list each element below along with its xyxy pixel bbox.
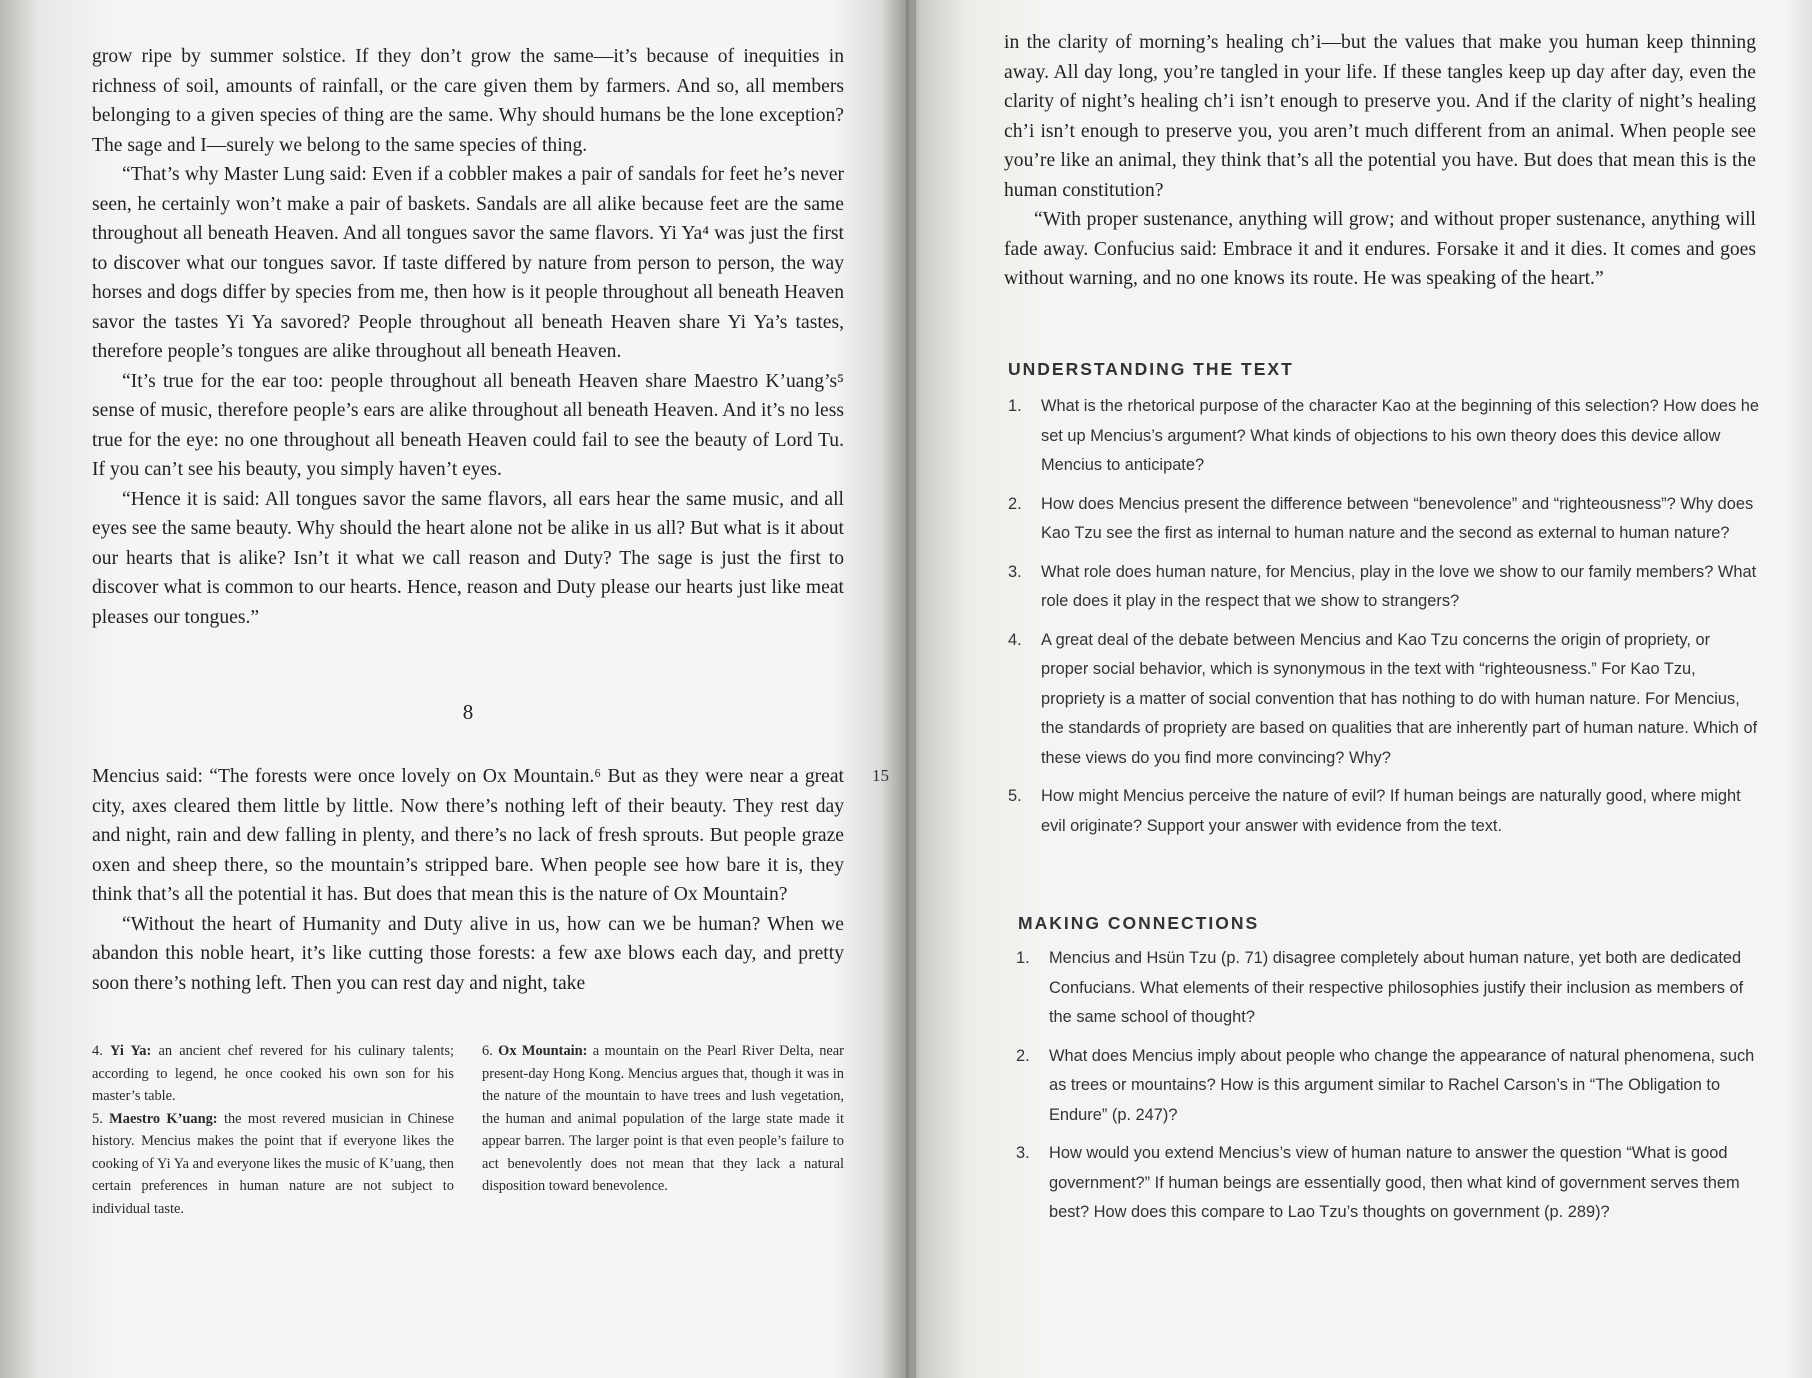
footnote-text: an ancient chef revered for his culinary talents; according to legend, he once cooked his own son for his master’s table.: [92, 1043, 454, 1104]
paragraph: grow ripe by summer solstice. If they don’t grow the same—it’s because of inequities in richness of soil, amounts of rainfall, or the care given them by farmers. And so, all members belonging to a given species of thing are the same. Why should humans be the lone exception? The sage and I—surely we belong to the same species of thing.: [92, 46, 844, 156]
paragraph: “With proper sustenance, anything will grow; and without proper sustenance, anything will fade away. Confucius said: Embrace it and it endures. Forsake it and it dies. It comes and goes without warning, and no one knows its route. He was speaking of the heart.”: [1004, 209, 1756, 289]
understanding-questions: [1008, 392, 1762, 850]
question-text: A great deal of the debate between Mencius and Kao Tzu concerns the origin of propriety, or proper social behavior, which is synonymous in the text with “righteousness.” For Kao Tzu, propriety is a matter of social convention that has nothing to do with human nature. For Mencius, the standards of propriety are based on qualities that are inherently part of human nature. Which of these views do you find more convincing? Why?: [1041, 630, 1758, 767]
question-text: What is the rhetorical purpose of the character Kao at the beginning of this selection? How does he set up Mencius’s argument? What kinds of objections to his own theory does this device allow Mencius to anticipate?: [1041, 397, 1759, 474]
question-text: How would you extend Mencius’s view of human nature to answer the question “What is good government?” If human beings are essentially good, then what kind of government serves them best? How does this compare to Lao Tzu’s thoughts on government (p. 289)?: [1049, 1144, 1740, 1221]
connections-heading: MAKING CONNECTIONS: [1018, 913, 1260, 933]
question-number: 2.: [1008, 494, 1022, 513]
line-number: 15: [872, 766, 889, 785]
footnote-number: 4.: [92, 1043, 103, 1059]
list-item: [1016, 944, 1762, 1033]
footnote-column: [482, 1040, 844, 1220]
paragraph: in the clarity of morning’s healing ch’i—but the values that make you human keep thinning away. All day long, you’re tangled in your life. If these tangles keep up day after day, even the clarity of night’s healing ch’i isn’t enough to preserve you. And if the clarity of night’s healing ch’i isn’t enough to preserve you, you aren’t much different from an animal. When people see you’re like an animal, they think that’s all the potential you have. But does that mean this is the human constitution?: [1004, 32, 1756, 201]
left-top-text: [92, 42, 844, 632]
footnote: [92, 1040, 454, 1108]
list-item: [1016, 1139, 1762, 1228]
list-item: [1008, 558, 1762, 617]
paragraph: “It’s true for the ear too: people throughout all beneath Heaven share Maestro K’uang’s⁵ sense of music, therefore people’s ears are alike throughout all beneath Heaven. And it’s no less true for the eye: no one throughout all beneath Heaven could fail to see the beauty of Lord Tu. If you can’t see his beauty, you simply haven’t eyes.: [92, 370, 844, 480]
footnote: [482, 1040, 844, 1198]
list-item: [1016, 1042, 1762, 1131]
question-number: 1.: [1008, 397, 1022, 415]
paragraph: “That’s why Master Lung said: Even if a cobbler makes a pair of sandals for feet he’s never seen, he certainly won’t make a pair of baskets. Sandals are all alike because feet are the same throughout all beneath Heaven. And all tongues savor the same flavors. Yi Ya⁴ was just the first to discover what our tongues savor. If taste differed by nature from person to person, the way horses and dogs differ by species from me, then how is it people throughout all beneath Heaven savor the tastes Yi Ya savored? People throughout all beneath Heaven share Yi Ya’s tastes, therefore people’s tongues are alike throughout all beneath Heaven.: [92, 164, 844, 362]
footnote-column: [92, 1040, 454, 1220]
left-bottom-text: [92, 762, 844, 998]
book-gutter: [912, 0, 916, 1378]
footnote-text: the most revered musician in Chinese history. Mencius makes the point that if everyone likes the cooking of Yi Ya and everyone likes the music of K’uang, then certain preferences in human nature are not subject to individual taste.: [92, 1110, 454, 1217]
question-number: 5.: [1008, 787, 1022, 805]
footnote-term: Yi Ya:: [109, 1043, 152, 1059]
right-top-text: [1004, 28, 1756, 294]
question-text: How does Mencius present the difference between “benevolence” and “righteousness”? Why does Kao Tzu see the first as internal to human nature and the second as external to human nature?: [1041, 494, 1754, 542]
question-number: 2.: [1016, 1046, 1030, 1065]
list-item: [1008, 490, 1762, 549]
footnote-term: Maestro K’uang:: [109, 1110, 218, 1127]
list-item: [1008, 782, 1762, 841]
footnote-number: 5.: [92, 1110, 103, 1127]
connections-questions: [1016, 944, 1762, 1237]
footnote-text: a mountain on the Pearl River Delta, near present-day Hong Kong. Mencius argues that, though it was in the nature of the mountain to have trees and lush vegetation, the human and animal population of the large state made it appear barren. The larger point is that even people’s failure to act benevolently does not mean that they lack a natural disposition toward benevolence.: [482, 1043, 844, 1194]
footnote-number: 6.: [482, 1043, 493, 1059]
understanding-heading: UNDERSTANDING THE TEXT: [1008, 359, 1294, 379]
question-text: Mencius and Hsün Tzu (p. 71) disagree completely about human nature, yet both are dedicated Confucians. What elements of their respective philosophies justify their inclusion as members of the same school of thought?: [1049, 949, 1744, 1026]
question-number: 1.: [1016, 949, 1030, 967]
footnote-term: Ox Mountain:: [498, 1043, 588, 1059]
question-number: 3.: [1008, 562, 1022, 581]
paragraph: Mencius said: “The forests were once lovely on Ox Mountain.⁶ But as they were near a great city, axes cleared them little by little. Now there’s nothing left of their beauty. They rest day and night, rain and dew falling in plenty, and there’s no lack of fresh sprouts. But people graze oxen and sheep there, so the mountain’s stripped bare. When people see how bare it is, they think that’s all the potential it has. But does that mean this is the nature of Ox Mountain?: [92, 766, 844, 905]
paragraph: “Without the heart of Humanity and Duty alive in us, how can we be human? When we abandon this noble heart, it’s like cutting those forests: a few axe blows each day, and pretty soon there’s nothing left. Then you can rest day and night, take: [92, 913, 844, 994]
list-item: [1008, 392, 1762, 481]
section-number: 8: [462, 700, 474, 724]
question-number: 4.: [1008, 630, 1022, 649]
list-item: [1008, 626, 1762, 774]
question-text: How might Mencius perceive the nature of evil? If human beings are naturally good, where might evil originate? Support your answer with evidence from the text.: [1041, 787, 1741, 835]
footnotes: [92, 1040, 844, 1220]
footnote: [92, 1108, 454, 1221]
question-number: 3.: [1016, 1144, 1030, 1162]
paragraph: “Hence it is said: All tongues savor the same flavors, all ears hear the same music, and all eyes see the same beauty. Why should the heart alone not be alike in us all? But what is it about our hearts that is alike? Isn’t it what we call reason and Duty? The sage is just the first to discover what is common to our hearts. Hence, reason and Duty please our hearts just like meat pleases our tongues.”: [92, 488, 844, 628]
question-text: What role does human nature, for Mencius, play in the love we show to our family members? What role does it play in the respect that we show to strangers?: [1041, 562, 1757, 610]
question-text: What does Mencius imply about people who change the appearance of natural phenomena, such as trees or mountains? How is this argument similar to Rachel Carson’s in “The Obligation to Endure” (p. 247)?: [1049, 1046, 1755, 1124]
